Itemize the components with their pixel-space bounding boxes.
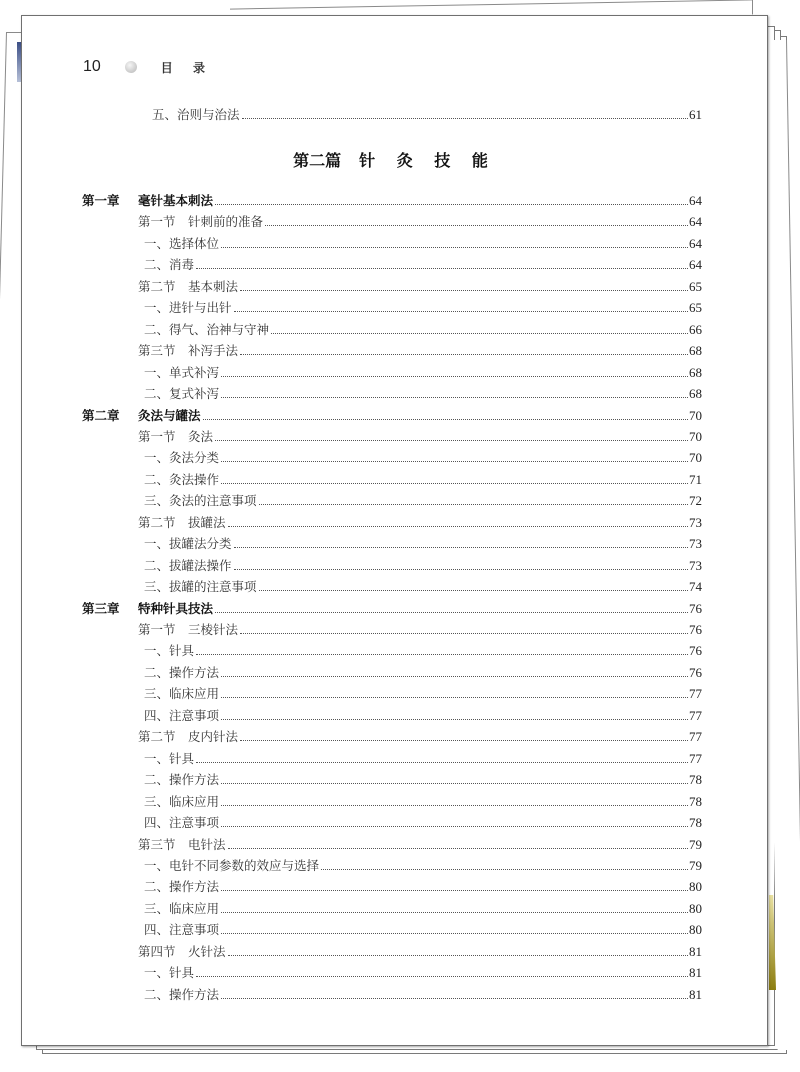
dot-leader [221, 461, 688, 462]
chapter-title: 灸法与罐法 [138, 407, 201, 423]
part-prefix: 第二篇 [293, 151, 342, 170]
dot-leader [221, 676, 688, 677]
item-title: 二、消毒 [144, 257, 195, 273]
dot-leader [196, 268, 688, 269]
dot-leader [271, 333, 688, 334]
toc-entry-item[interactable] [144, 792, 702, 812]
page-ref: 73 [689, 557, 702, 573]
chapter-number: 第一章 [82, 193, 120, 208]
page-ref: 77 [689, 750, 702, 766]
toc-entry-item[interactable] [144, 749, 702, 769]
page-header [83, 56, 213, 78]
page-ref: 66 [689, 321, 702, 337]
page-ref: 79 [689, 857, 702, 873]
item-title: 四、注意事项 [144, 815, 220, 831]
toc-entry-item[interactable] [144, 877, 702, 897]
dot-leader [221, 890, 688, 891]
item-title: 一、选择体位 [144, 235, 220, 251]
page-ref: 65 [689, 300, 702, 316]
dot-leader [234, 547, 688, 548]
page-ref: 71 [689, 471, 702, 487]
page-ref: 64 [689, 257, 702, 273]
section-title: 第三节 补泻手法 [138, 343, 239, 359]
item-title: 二、灸法操作 [144, 471, 220, 487]
item-title: 一、电针不同参数的效应与选择 [144, 857, 320, 873]
item-title: 三、灸法的注意事项 [144, 493, 257, 509]
toc-entry-item[interactable] [144, 856, 702, 876]
page-ref: 81 [689, 943, 702, 959]
page-ref: 70 [689, 428, 702, 444]
section-title: 第二节 拔罐法 [138, 514, 226, 530]
item-title: 四、注意事项 [144, 707, 220, 723]
toc-entry-section[interactable] [138, 341, 702, 361]
page-ref: 64 [689, 235, 702, 251]
dot-leader [221, 912, 688, 913]
item-title: 二、操作方法 [144, 879, 220, 895]
dot-leader [234, 569, 688, 570]
item-title: 一、单式补泻 [144, 364, 220, 380]
dot-leader [240, 354, 688, 355]
page-ref: 76 [689, 622, 702, 637]
item-title: 一、针具 [144, 965, 195, 981]
item-title: 二、得气、治神与守神 [144, 321, 270, 337]
section-title: 第一节 三棱针法 [138, 622, 239, 637]
section-title: 第二节 基本刺法 [138, 278, 239, 294]
page-ref: 74 [689, 579, 702, 595]
page-ref: 80 [689, 879, 702, 895]
item-title: 一、拔罐法分类 [144, 536, 232, 552]
toc-entry-section[interactable] [138, 212, 702, 232]
part-name: 针 灸 技 能 [359, 151, 496, 170]
item-title: 一、灸法分类 [144, 450, 220, 466]
page-ref: 81 [689, 986, 702, 1002]
toc-entry-item[interactable] [144, 234, 702, 254]
dot-leader [196, 976, 688, 977]
dot-leader [228, 848, 688, 849]
page-ref: 61 [689, 107, 702, 122]
toc-entry-chapter[interactable] [82, 406, 702, 426]
section-title: 第一节 针刺前的准备 [138, 214, 264, 230]
item-title: 二、操作方法 [144, 986, 220, 1002]
dot-leader [240, 290, 688, 291]
dot-leader [221, 933, 688, 934]
toc-entry-item[interactable] [144, 384, 702, 404]
dot-leader [221, 247, 688, 248]
page-ref: 81 [689, 965, 702, 981]
page-ref: 78 [689, 793, 702, 809]
toc-entry-item[interactable] [144, 298, 702, 318]
toc-entry-item[interactable] [144, 770, 702, 790]
dot-leader [221, 719, 688, 720]
toc-entry-item[interactable] [144, 363, 702, 383]
toc-entry-item[interactable] [144, 534, 702, 554]
item-title: 三、临床应用 [144, 900, 220, 916]
toc-entry-item[interactable] [144, 813, 702, 833]
chapter-title: 特种针具技法 [138, 600, 214, 616]
item-title: 二、操作方法 [144, 772, 220, 788]
toc-entry-item[interactable] [144, 899, 702, 919]
dot-leader [240, 740, 688, 741]
toc-entry-section[interactable] [138, 277, 702, 297]
toc-entry-item[interactable] [144, 448, 702, 468]
bullet-circle-icon [125, 61, 137, 73]
toc-entry-chapter[interactable] [82, 599, 702, 619]
item-title: 一、进针与出针 [144, 300, 232, 316]
running-title: 目 录 [160, 60, 213, 75]
dot-leader [265, 225, 688, 226]
toc-entry-section[interactable] [138, 727, 702, 747]
toc-entry-item[interactable] [144, 320, 702, 340]
toc-entry-item[interactable] [144, 920, 702, 940]
toc-entry-item[interactable] [144, 706, 702, 726]
toc-entry-item[interactable] [144, 255, 702, 275]
section-title: 第三节 电针法 [138, 836, 226, 852]
page-ref: 76 [689, 643, 702, 659]
dot-leader [221, 998, 688, 999]
page-ref: 73 [689, 514, 702, 530]
dot-leader [228, 526, 688, 527]
toc-entry-section[interactable] [138, 427, 702, 447]
toc-entry-chapter[interactable] [82, 191, 702, 211]
dot-leader [196, 654, 688, 655]
page-ref: 64 [689, 214, 702, 230]
page-ref: 80 [689, 922, 702, 938]
item-title: 二、拔罐法操作 [144, 557, 232, 573]
part-title [22, 148, 767, 171]
dot-leader [215, 612, 688, 613]
page-ref: 68 [689, 386, 702, 402]
item-title: 三、临床应用 [144, 793, 220, 809]
page-ref: 70 [689, 450, 702, 466]
dot-leader [234, 311, 688, 312]
chapter-number: 第二章 [82, 407, 120, 423]
page-ref: 65 [689, 278, 702, 294]
toc-entry-section[interactable] [138, 620, 702, 640]
page-ref: 77 [689, 686, 702, 702]
toc-entry-item[interactable] [144, 663, 702, 683]
toc-entry-item[interactable] [144, 556, 702, 576]
item-title: 三、临床应用 [144, 686, 220, 702]
dot-leader [242, 118, 688, 119]
dot-leader [221, 483, 688, 484]
chapter-title: 毫针基本刺法 [138, 193, 214, 208]
dot-leader [221, 376, 688, 377]
item-title: 二、复式补泻 [144, 386, 220, 402]
dot-leader [221, 826, 688, 827]
toc-entry-item[interactable] [144, 985, 702, 1005]
section-title: 第一节 灸法 [138, 428, 214, 444]
item-title: 一、针具 [144, 750, 195, 766]
dot-leader [240, 633, 688, 634]
page-ref: 68 [689, 343, 702, 359]
item-title: 一、针具 [144, 643, 195, 659]
dot-leader [221, 805, 688, 806]
page-ref: 70 [689, 407, 702, 423]
page-ref: 78 [689, 815, 702, 831]
item-title: 四、注意事项 [144, 922, 220, 938]
toc-page [21, 15, 768, 1046]
item-title: 三、拔罐的注意事项 [144, 579, 257, 595]
dot-leader [228, 955, 688, 956]
item-title: 二、操作方法 [144, 664, 220, 680]
page-ref: 78 [689, 772, 702, 788]
toc-entry-item[interactable] [152, 105, 702, 125]
section-title: 第四节 火针法 [138, 943, 226, 959]
dot-leader [321, 869, 688, 870]
dot-leader [221, 397, 688, 398]
dot-leader [221, 697, 688, 698]
page-ref: 72 [689, 493, 702, 509]
dot-leader [196, 762, 688, 763]
toc-entry-section[interactable] [138, 835, 702, 855]
page-ref: 73 [689, 536, 702, 552]
toc-entry-item[interactable] [144, 491, 702, 511]
toc-entry-item[interactable] [144, 963, 702, 983]
toc-entry-item[interactable] [144, 641, 702, 661]
item-title: 五、治则与治法 [152, 107, 240, 122]
page-ref: 77 [689, 729, 702, 745]
page-ref: 68 [689, 364, 702, 380]
toc-entry-item[interactable] [144, 684, 702, 704]
dot-leader [259, 590, 688, 591]
page-ref: 77 [689, 707, 702, 723]
page-ref: 76 [689, 664, 702, 680]
page-ref: 79 [689, 836, 702, 852]
page-ref: 64 [689, 193, 702, 208]
toc-entry-item[interactable] [144, 470, 702, 490]
dot-leader [215, 204, 688, 205]
dot-leader [203, 419, 688, 420]
dot-leader [259, 504, 688, 505]
chapter-number: 第三章 [82, 600, 120, 616]
toc-entry-item[interactable] [144, 577, 702, 597]
page-ref: 80 [689, 900, 702, 916]
page-ref: 76 [689, 600, 702, 616]
toc-entry-section[interactable] [138, 513, 702, 533]
toc-entry-section[interactable] [138, 942, 702, 962]
section-title: 第二节 皮内针法 [138, 729, 239, 745]
page-number: 10 [83, 58, 101, 75]
dot-leader [215, 440, 688, 441]
dot-leader [221, 783, 688, 784]
